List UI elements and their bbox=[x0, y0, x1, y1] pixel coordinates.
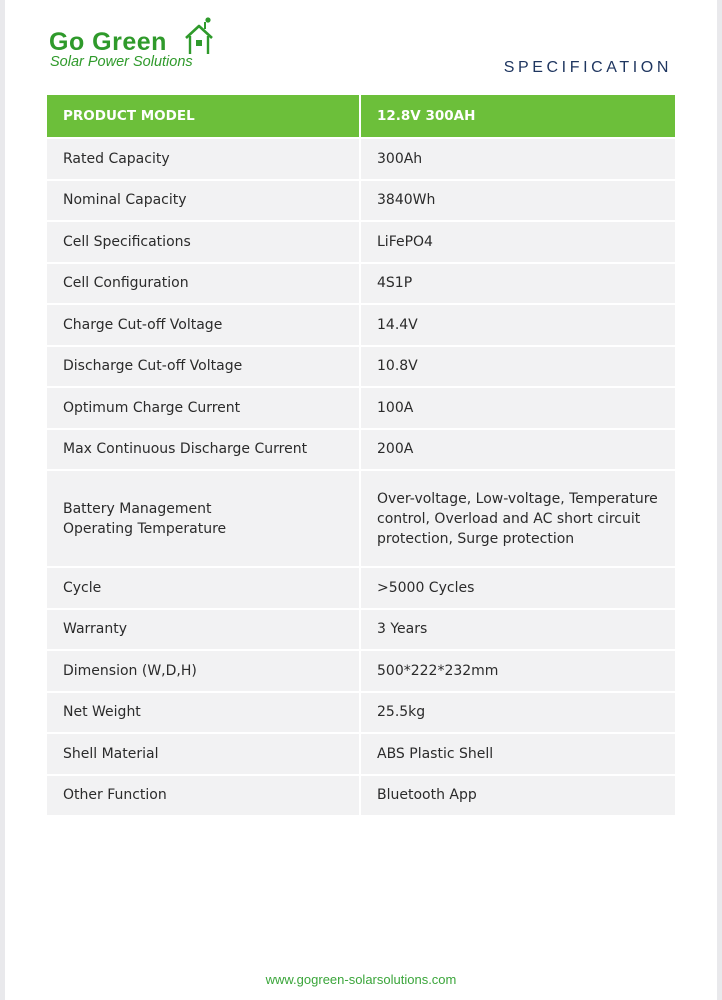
spec-value: 3840Wh bbox=[360, 180, 675, 222]
spec-label: Max Continuous Discharge Current bbox=[47, 429, 360, 471]
table-row bbox=[47, 304, 675, 346]
spec-value: 25.5kg bbox=[360, 692, 675, 734]
table-row bbox=[47, 733, 675, 775]
spec-value: Bluetooth App bbox=[360, 775, 675, 817]
spec-label: Other Function bbox=[47, 775, 360, 817]
spec-value: 3 Years bbox=[360, 609, 675, 651]
spec-label: Charge Cut-off Voltage bbox=[47, 304, 360, 346]
spec-value: 4S1P bbox=[360, 263, 675, 305]
logo-title: Go Green bbox=[49, 28, 167, 56]
spec-value: 500*222*232mm bbox=[360, 650, 675, 692]
spec-label: Nominal Capacity bbox=[47, 180, 360, 222]
spec-value: 300Ah bbox=[360, 138, 675, 180]
table-row bbox=[47, 775, 675, 817]
spec-value: 200A bbox=[360, 429, 675, 471]
table-row bbox=[47, 470, 675, 567]
page-title: SPECIFICATION bbox=[503, 59, 672, 76]
spec-label: Warranty bbox=[47, 609, 360, 651]
spec-value-line: control, Overload and AC short circuit bbox=[377, 510, 641, 527]
spec-label: Dimension (W,D,H) bbox=[47, 650, 360, 692]
table-header-row bbox=[47, 95, 675, 138]
go-green-logo bbox=[49, 16, 229, 76]
specification-table bbox=[47, 95, 675, 817]
spec-value: ABS Plastic Shell bbox=[360, 733, 675, 775]
table-row bbox=[47, 346, 675, 388]
table-row bbox=[47, 221, 675, 263]
spec-value: 100A bbox=[360, 387, 675, 429]
spec-value: 14.4V bbox=[360, 304, 675, 346]
header-label: PRODUCT MODEL bbox=[47, 95, 360, 138]
spec-label: Discharge Cut-off Voltage bbox=[47, 346, 360, 388]
logo-tagline: Solar Power Solutions bbox=[50, 54, 193, 70]
spec-label: Cell Specifications bbox=[47, 221, 360, 263]
spec-value bbox=[360, 470, 675, 567]
table-row bbox=[47, 692, 675, 734]
spec-label: Cell Configuration bbox=[47, 263, 360, 305]
table-row bbox=[47, 609, 675, 651]
table-row bbox=[47, 387, 675, 429]
house-leaf-icon bbox=[177, 16, 217, 56]
spec-label: Rated Capacity bbox=[47, 138, 360, 180]
spec-label-line: Battery Management bbox=[63, 500, 212, 517]
spec-label-line: Operating Temperature bbox=[63, 520, 227, 537]
website-link[interactable]: www.gogreen-solarsolutions.com bbox=[265, 972, 457, 987]
spec-label bbox=[47, 470, 360, 567]
table-row bbox=[47, 138, 675, 180]
spec-value: 10.8V bbox=[360, 346, 675, 388]
table-row bbox=[47, 180, 675, 222]
spec-label: Cycle bbox=[47, 567, 360, 609]
spec-value-line: protection, Surge protection bbox=[377, 530, 575, 547]
spec-value: >5000 Cycles bbox=[360, 567, 675, 609]
table-row bbox=[47, 567, 675, 609]
document-page bbox=[5, 0, 717, 1000]
spec-label: Net Weight bbox=[47, 692, 360, 734]
spec-label: Optimum Charge Current bbox=[47, 387, 360, 429]
spec-value: LiFePO4 bbox=[360, 221, 675, 263]
spec-label: Shell Material bbox=[47, 733, 360, 775]
spec-value-line: Over-voltage, Low-voltage, Temperature bbox=[377, 490, 658, 507]
table-row bbox=[47, 429, 675, 471]
table-row bbox=[47, 650, 675, 692]
header-value: 12.8V 300AH bbox=[360, 95, 675, 138]
table-row bbox=[47, 263, 675, 305]
